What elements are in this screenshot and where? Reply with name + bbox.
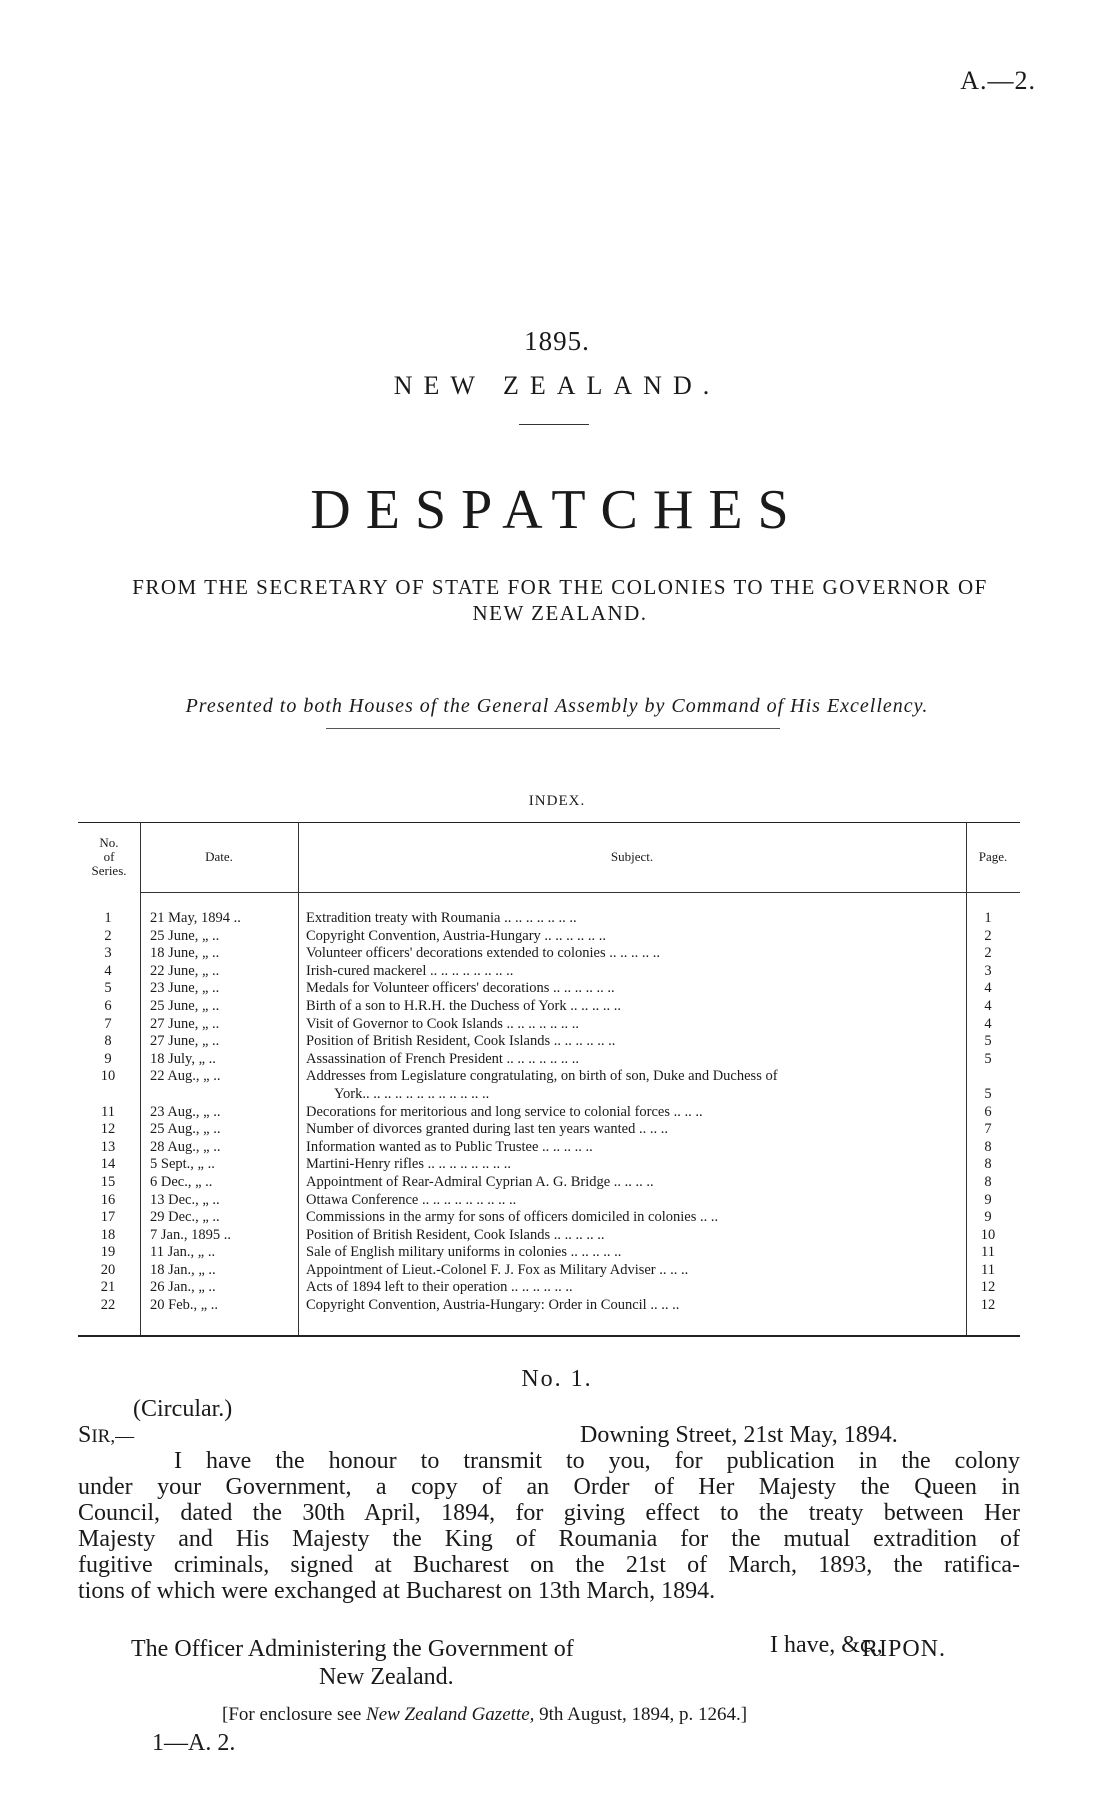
table-row <box>78 1104 1020 1122</box>
row-subject: Appointment of Lieut.-Colonel F. J. Fox as Military Adviser .. .. .. <box>306 1261 689 1278</box>
presented-notice: Presented to both Houses of the General Assembly by Command of His Excellency. <box>185 695 929 717</box>
row-subject: Information wanted as to Public Trustee .. .. .. .. .. <box>306 1138 593 1155</box>
body-line: tions of which were exchanged at Bucharest on 13th March, 1894. <box>78 1578 716 1604</box>
series-number: 19 <box>100 1244 116 1261</box>
divider-rule <box>519 424 589 425</box>
series-number: 1 <box>104 910 112 926</box>
table-row <box>78 1262 1020 1280</box>
row-subject: Assassination of French President .. .. .. .. .. .. .. <box>306 1050 580 1067</box>
table-row <box>78 1068 1020 1086</box>
body-line: under your Government, a copy of an Order of Her Majesty the Queen in <box>78 1474 1020 1500</box>
row-subject: Copyright Convention, Austria-Hungary .. .. .. .. .. .. <box>306 927 607 944</box>
row-page: 11 <box>981 1244 995 1261</box>
series-number: 2 <box>104 927 112 944</box>
enclosure-note: [For enclosure see New Zealand Gazette, 9th August, 1894, p. 1264.] <box>222 1704 748 1725</box>
document-title: DESPATCHES <box>310 479 804 541</box>
row-date: 29 Dec., „ .. <box>150 1209 220 1226</box>
series-number: 4 <box>104 962 112 979</box>
row-date: 22 Aug., „ .. <box>150 1068 221 1085</box>
row-subject: Volunteer officers' decorations extended to colonies .. .. .. .. .. <box>306 945 661 962</box>
row-date: 18 July, „ .. <box>150 1050 216 1067</box>
document-subtitle <box>120 574 1000 626</box>
row-subject: Addresses from Legislature congratulating, on birth of son, Duke and Duchess of <box>306 1068 778 1085</box>
series-number: 20 <box>100 1261 116 1278</box>
row-page: 9 <box>984 1209 992 1226</box>
series-number: 17 <box>100 1209 116 1226</box>
row-date: 23 June, „ .. <box>150 980 220 997</box>
row-date: 23 Aug., „ .. <box>150 1103 221 1120</box>
row-page: 2 <box>984 927 992 944</box>
row-page: 4 <box>984 1015 992 1032</box>
series-number: 5 <box>104 980 112 997</box>
row-page: 4 <box>984 980 992 997</box>
table-row <box>78 980 1020 998</box>
body-line: I have the honour to transmit to you, for publication in the colony <box>174 1448 1020 1474</box>
series-number: 10 <box>100 1068 116 1085</box>
subtitle-line-1: FROM THE SECRETARY OF STATE FOR THE COLONIES TO THE GOVERNOR OF <box>132 575 988 599</box>
country-heading: NEW ZEALAND. <box>393 371 721 400</box>
divider-rule <box>326 728 780 729</box>
table-row <box>78 1121 1020 1139</box>
row-subject: Position of British Resident, Cook Islands .. .. .. .. .. <box>306 1226 605 1243</box>
addressee-line-1: The Officer Administering the Government of <box>131 1636 574 1662</box>
signature: RIPON. <box>862 1636 947 1662</box>
row-subject: Extradition treaty with Roumania .. .. .. .. .. .. .. <box>306 910 577 926</box>
row-page: 12 <box>980 1297 996 1314</box>
row-subject: York.. .. .. .. .. .. .. .. .. .. .. .. <box>334 1085 490 1102</box>
table-row <box>78 1033 1020 1051</box>
series-number: 12 <box>100 1121 116 1138</box>
row-subject: Martini-Henry rifles .. .. .. .. .. .. .. .. <box>306 1156 511 1173</box>
table-row <box>78 1086 1020 1104</box>
row-date: 6 Dec., „ .. <box>150 1173 213 1190</box>
table-row <box>78 1051 1020 1069</box>
row-date: 13 Dec., „ .. <box>150 1191 220 1208</box>
row-page: 12 <box>980 1279 996 1296</box>
row-page: 8 <box>984 1138 992 1155</box>
series-number: 14 <box>100 1156 116 1173</box>
row-subject: Medals for Volunteer officers' decorations .. .. .. .. .. .. <box>306 980 615 997</box>
salutation: SIR,— <box>78 1422 135 1448</box>
row-date: 22 June, „ .. <box>150 962 220 979</box>
series-number: 9 <box>104 1050 112 1067</box>
series-number: 7 <box>104 1015 112 1032</box>
addressee-line-2: New Zealand. <box>319 1664 454 1690</box>
despatch-number: No. 1. <box>521 1366 593 1392</box>
row-subject: Birth of a son to H.R.H. the Duchess of York .. .. .. .. .. <box>306 997 621 1014</box>
row-page: 8 <box>984 1173 992 1190</box>
row-date: 5 Sept., „ .. <box>150 1156 215 1173</box>
table-row <box>78 1227 1020 1245</box>
table-row <box>78 945 1020 963</box>
row-date: 11 Jan., „ .. <box>150 1244 216 1261</box>
series-number: 18 <box>100 1226 116 1243</box>
row-subject: Commissions in the army for sons of officers domiciled in colonies .. .. <box>306 1209 719 1226</box>
table-row <box>78 910 1020 928</box>
table-row <box>78 1139 1020 1157</box>
table-row <box>78 1016 1020 1034</box>
table-row <box>78 1156 1020 1174</box>
row-page: 3 <box>984 962 992 979</box>
column-header-no: No. of Series. <box>91 835 127 878</box>
row-subject: Sale of English military uniforms in colonies .. .. .. .. .. <box>306 1244 622 1261</box>
circular-label: (Circular.) <box>133 1396 233 1422</box>
series-number: 3 <box>104 945 112 962</box>
row-date: 26 Jan., „ .. <box>150 1279 216 1296</box>
row-page: 6 <box>984 1103 992 1120</box>
row-subject: Appointment of Rear-Admiral Cyprian A. G. Bridge .. .. .. .. <box>306 1173 654 1190</box>
row-subject: Number of divorces granted during last ten years wanted .. .. .. <box>306 1121 668 1138</box>
series-number: 6 <box>104 997 112 1014</box>
row-subject: Copyright Convention, Austria-Hungary: Order in Council .. .. .. <box>306 1297 680 1314</box>
row-subject: Decorations for meritorious and long service to colonial forces .. .. .. <box>306 1103 703 1120</box>
row-date: 27 June, „ .. <box>150 1033 220 1050</box>
series-number: 11 <box>101 1103 115 1120</box>
row-date: 25 June, „ .. <box>150 927 220 944</box>
row-page: 5 <box>984 1050 992 1067</box>
row-page: 7 <box>984 1121 992 1138</box>
row-subject: Ottawa Conference .. .. .. .. .. .. .. .. .. <box>306 1191 517 1208</box>
table-row <box>78 1244 1020 1262</box>
table-row <box>78 1297 1020 1315</box>
table-row <box>78 1209 1020 1227</box>
closing: I have, &c., <box>770 1632 883 1658</box>
row-page: 5 <box>984 1085 992 1102</box>
table-header-rule <box>140 892 1020 893</box>
series-number: 21 <box>100 1279 116 1296</box>
row-subject: Position of British Resident, Cook Islands .. .. .. .. .. .. <box>306 1033 616 1050</box>
body-line: Majesty and His Majesty the King of Roumania for the mutual extradition of <box>78 1526 1020 1552</box>
footer-reference: 1—A. 2. <box>152 1730 236 1756</box>
row-date: 18 Jan., „ .. <box>150 1261 216 1278</box>
row-date: 25 Aug., „ .. <box>150 1121 221 1138</box>
series-number: 13 <box>100 1138 116 1155</box>
row-page: 1 <box>984 910 992 926</box>
table-row <box>78 1279 1020 1297</box>
row-page: 9 <box>984 1191 992 1208</box>
row-subject: Acts of 1894 left to their operation .. .. .. .. .. .. <box>306 1279 573 1296</box>
letter-body <box>78 1448 1020 1604</box>
row-page: 5 <box>984 1033 992 1050</box>
index-table-body <box>78 910 1020 1315</box>
table-row <box>78 1192 1020 1210</box>
body-line: Council, dated the 30th April, 1894, for giving effect to the treaty between Her <box>78 1500 1020 1526</box>
body-line: fugitive criminals, signed at Bucharest on the 21st of March, 1893, the ratifica- <box>78 1552 1020 1578</box>
table-top-rule <box>78 822 1020 823</box>
series-number: 8 <box>104 1033 112 1050</box>
place-and-date: Downing Street, 21st May, 1894. <box>580 1422 898 1448</box>
column-header-subject: Subject. <box>610 849 654 864</box>
row-date: 27 June, „ .. <box>150 1015 220 1032</box>
row-subject: Irish-cured mackerel .. .. .. .. .. .. .. .. <box>306 962 514 979</box>
series-number: 22 <box>100 1297 116 1314</box>
publication-year: 1895. <box>524 326 590 356</box>
row-date: 20 Feb., „ .. <box>150 1297 219 1314</box>
table-row <box>78 963 1020 981</box>
row-page: 8 <box>984 1156 992 1173</box>
series-number: 16 <box>100 1191 116 1208</box>
row-page: 10 <box>980 1226 996 1243</box>
row-page: 11 <box>981 1261 995 1278</box>
table-row <box>78 1174 1020 1192</box>
row-date: 28 Aug., „ .. <box>150 1138 221 1155</box>
index-heading: INDEX. <box>528 793 586 809</box>
column-header-page: Page. <box>978 849 1008 864</box>
page-reference: A.—2. <box>960 66 1036 95</box>
row-page: 4 <box>984 997 992 1014</box>
column-header-date: Date. <box>205 849 233 864</box>
table-bottom-rule <box>78 1335 1020 1337</box>
row-date: 18 June, „ .. <box>150 945 220 962</box>
row-date: 21 May, 1894 .. <box>150 910 241 926</box>
subtitle-line-2: NEW ZEALAND. <box>472 601 648 625</box>
row-date: 7 Jan., 1895 .. <box>150 1226 231 1243</box>
series-number: 15 <box>100 1173 116 1190</box>
table-row <box>78 928 1020 946</box>
table-row <box>78 998 1020 1016</box>
row-page: 2 <box>984 945 992 962</box>
row-subject: Visit of Governor to Cook Islands .. .. .. .. .. .. .. <box>306 1015 580 1032</box>
row-date: 25 June, „ .. <box>150 997 220 1014</box>
